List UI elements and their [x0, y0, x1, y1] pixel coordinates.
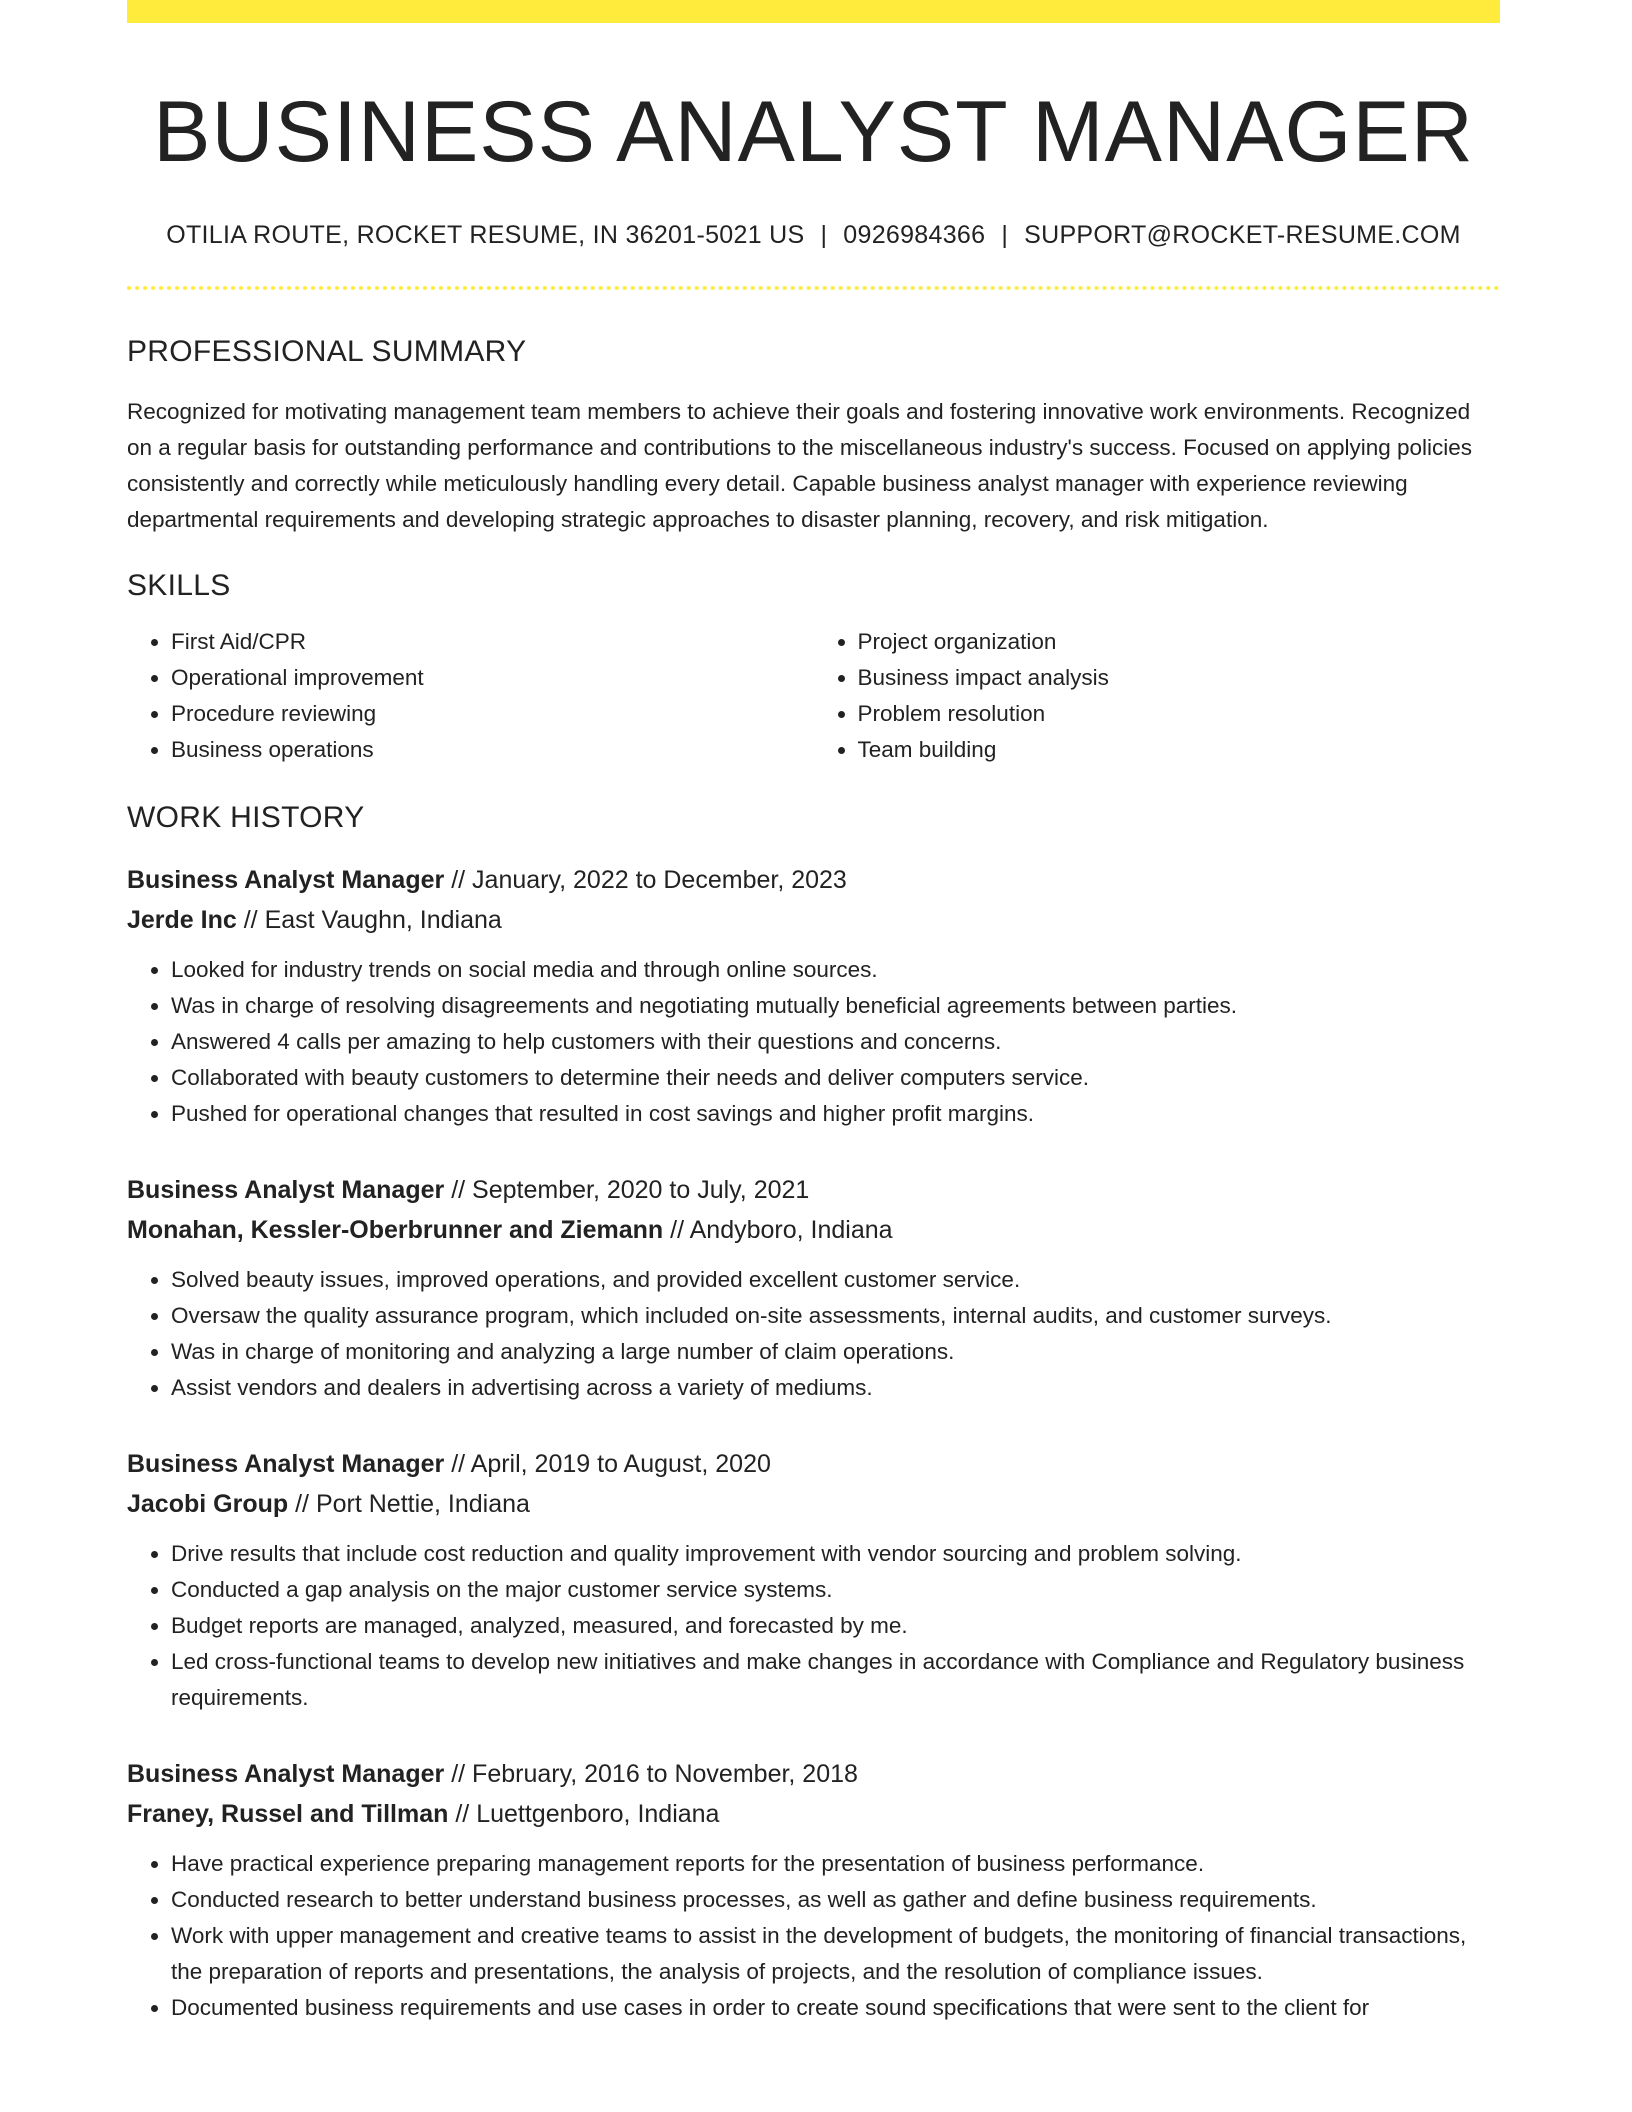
skill-item: • Procedure reviewing: [171, 696, 814, 732]
job-company-line: [127, 1484, 1500, 1524]
job-separator: //: [444, 1759, 473, 1788]
job-title-line: [127, 1444, 1500, 1484]
job-title-line: [127, 860, 1500, 900]
top-accent-bar: [127, 0, 1500, 23]
job-bullet: • Have practical experience preparing management reports for the presentation of business performance.: [171, 1846, 1500, 1882]
summary-heading: PROFESSIONAL SUMMARY: [127, 334, 527, 368]
job-bullet: • Pushed for operational changes that resulted in cost savings and higher profit margins.: [171, 1096, 1500, 1132]
job-bullet: • Was in charge of monitoring and analyzing a large number of claim operations.: [171, 1334, 1500, 1370]
dotted-divider: [127, 286, 1500, 290]
resume-page: [127, 0, 1500, 2026]
job-bullet: • Looked for industry trends on social media and through online sources.: [171, 952, 1500, 988]
job-entry: [127, 1170, 1500, 1406]
job-company: Jerde Inc: [127, 905, 237, 934]
job-bullets: [127, 1846, 1500, 2026]
contact-separator: |: [1001, 220, 1009, 249]
job-dates: September, 2020 to July, 2021: [472, 1175, 810, 1204]
job-company: Franey, Russel and Tillman: [127, 1799, 449, 1828]
job-separator: //: [663, 1215, 690, 1244]
job-company-line: [127, 1794, 1500, 1834]
summary-section: [127, 334, 1500, 538]
skill-item: • Problem resolution: [858, 696, 1501, 732]
job-title-line: [127, 1170, 1500, 1210]
skills-list-left: [127, 624, 814, 768]
skills-columns: [127, 624, 1500, 768]
job-entry: [127, 1444, 1500, 1716]
job-bullet: • Oversaw the quality assurance program, which included on-site assessments, internal audits, and customer surveys.: [171, 1298, 1500, 1334]
skill-item: • Business operations: [171, 732, 814, 768]
job-bullet: • Was in charge of resolving disagreements and negotiating mutually beneficial agreements between parties.: [171, 988, 1500, 1024]
skill-item: • Team building: [858, 732, 1501, 768]
job-bullet: • Assist vendors and dealers in advertising across a variety of mediums.: [171, 1370, 1500, 1406]
job-title: Business Analyst Manager: [127, 865, 445, 894]
job-location: Andyboro, Indiana: [689, 1215, 893, 1244]
job-title: Business Analyst Manager: [127, 1759, 445, 1788]
job-dates: February, 2016 to November, 2018: [472, 1759, 858, 1788]
contact-separator: |: [820, 220, 828, 249]
skill-item: • First Aid/CPR: [171, 624, 814, 660]
contact-address: OTILIA ROUTE, ROCKET RESUME, IN 36201-5021 US: [166, 220, 805, 249]
job-company: Monahan, Kessler-Oberbrunner and Ziemann: [127, 1215, 664, 1244]
job-bullet: • Documented business requirements and use cases in order to create sound specifications that were sent to the client for: [171, 1990, 1500, 2026]
job-entry: [127, 860, 1500, 1132]
job-separator: //: [448, 1799, 477, 1828]
job-title: Business Analyst Manager: [127, 1175, 445, 1204]
skill-item: • Project organization: [858, 624, 1501, 660]
job-title-line: [127, 1754, 1500, 1794]
contact-line: [127, 220, 1500, 250]
job-separator: //: [444, 865, 473, 894]
job-separator: //: [288, 1489, 316, 1518]
work-history-heading: WORK HISTORY: [127, 800, 365, 834]
work-history-section: [127, 800, 1500, 2026]
job-bullet: • Drive results that include cost reduction and quality improvement with vendor sourcing and problem solving.: [171, 1536, 1500, 1572]
job-location: East Vaughn, Indiana: [264, 905, 502, 934]
job-bullet: • Answered 4 calls per amazing to help customers with their questions and concerns.: [171, 1024, 1500, 1060]
job-company-line: [127, 1210, 1500, 1250]
skills-heading: SKILLS: [127, 568, 231, 602]
job-location: Port Nettie, Indiana: [315, 1489, 530, 1518]
job-entry: [127, 1754, 1500, 2026]
job-company: Jacobi Group: [127, 1489, 289, 1518]
job-dates: April, 2019 to August, 2020: [470, 1449, 771, 1478]
job-bullet: • Led cross-functional teams to develop new initiatives and make changes in accordance with Compliance and Regulatory business requirements.: [171, 1644, 1500, 1716]
skill-item: • Operational improvement: [171, 660, 814, 696]
job-bullet: • Budget reports are managed, analyzed, measured, and forecasted by me.: [171, 1608, 1500, 1644]
job-bullet: • Solved beauty issues, improved operations, and provided excellent customer service.: [171, 1262, 1500, 1298]
job-separator: //: [444, 1175, 473, 1204]
skills-list-right: [814, 624, 1501, 768]
job-dates: January, 2022 to December, 2023: [472, 865, 847, 894]
job-location: Luettgenboro, Indiana: [476, 1799, 720, 1828]
job-bullet: • Collaborated with beauty customers to determine their needs and deliver computers service.: [171, 1060, 1500, 1096]
skills-section: [127, 568, 1500, 768]
job-separator: //: [236, 905, 265, 934]
job-bullets: [127, 1536, 1500, 1716]
contact-email: SUPPORT@ROCKET-RESUME.COM: [1024, 220, 1461, 249]
contact-phone: 0926984366: [843, 220, 986, 249]
summary-text: Recognized for motivating management team members to achieve their goals and fostering innovative work environments. Recognized on a regular basis for outstanding performance and contributions to the miscellaneous industry's success. Focused on applying policies consistently and correctly while meticulously handling every detail. Capable business analyst manager with experience reviewing departmental requirements and developing strategic approaches to disaster planning, recovery, and risk mitigation.: [127, 398, 1473, 532]
job-bullet: • Conducted a gap analysis on the major customer service systems.: [171, 1572, 1500, 1608]
job-bullets: [127, 952, 1500, 1132]
skill-item: • Business impact analysis: [858, 660, 1501, 696]
job-bullet: • Work with upper management and creative teams to assist in the development of budgets, the monitoring of financial transactions, the preparation of reports and presentations, the analysis of projects, and the resolution of compliance issues.: [171, 1918, 1500, 1990]
job-company-line: [127, 900, 1500, 940]
job-separator: //: [444, 1449, 471, 1478]
job-title: Business Analyst Manager: [127, 1449, 445, 1478]
job-bullet: • Conducted research to better understand business processes, as well as gather and define business requirements.: [171, 1882, 1500, 1918]
job-bullets: [127, 1262, 1500, 1406]
candidate-name: BUSINESS ANALYST MANAGER: [153, 84, 1474, 180]
